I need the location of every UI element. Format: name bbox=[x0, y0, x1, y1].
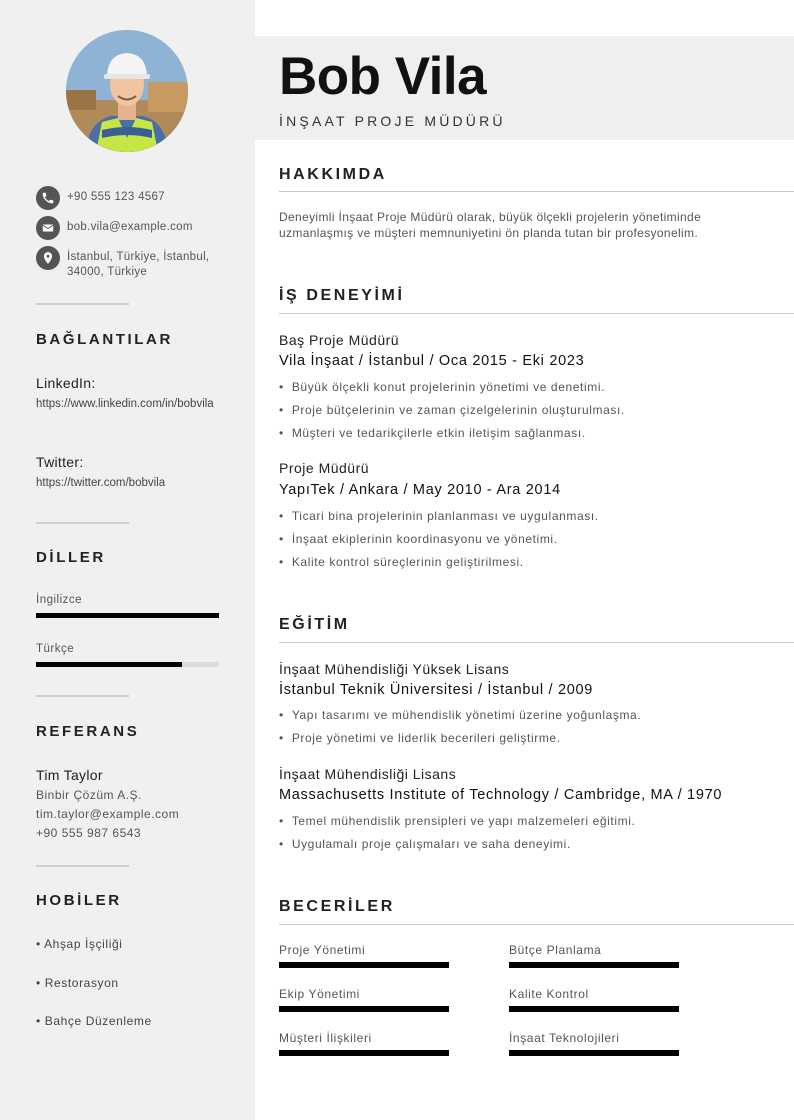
skill-level-bar bbox=[279, 1006, 449, 1012]
section-rule bbox=[279, 642, 794, 643]
reference-heading: REFERANS bbox=[36, 723, 140, 740]
reference-name: Tim Taylor bbox=[36, 767, 103, 783]
school-meta: İstanbul Teknik Üniversitesi / İstanbul / 2009 bbox=[279, 682, 594, 698]
hobby-item: • Restorasyon bbox=[36, 976, 119, 990]
profile-photo bbox=[66, 30, 188, 152]
hobby-item: • Bahçe Düzenleme bbox=[36, 1014, 152, 1028]
job-bullet: • Kalite kontrol süreçlerinin geliştirilmesi. bbox=[279, 555, 524, 569]
contact-address bbox=[36, 246, 236, 280]
email-text: bob.vila@example.com bbox=[67, 221, 193, 233]
experience-heading: İŞ DENEYİMİ bbox=[279, 287, 405, 304]
job-position: Baş Proje Müdürü bbox=[279, 332, 400, 348]
skill-level-bar bbox=[279, 1050, 449, 1056]
job-position: Proje Müdürü bbox=[279, 460, 370, 476]
sidebar-divider bbox=[36, 865, 129, 867]
skill-name: Ekip Yönetimi bbox=[279, 987, 360, 1001]
hobbies-heading: HOBİLER bbox=[36, 892, 122, 909]
skill-level-bar bbox=[509, 1050, 679, 1056]
language-level-bar bbox=[36, 613, 219, 618]
section-rule bbox=[279, 924, 794, 925]
degree-title: İnşaat Mühendisliği Yüksek Lisans bbox=[279, 661, 510, 677]
language-level-bar bbox=[36, 662, 219, 667]
skill-name: İnşaat Teknolojileri bbox=[509, 1031, 620, 1045]
linkedin-label: LinkedIn: bbox=[36, 375, 96, 391]
envelope-icon bbox=[36, 216, 60, 240]
job-bullet: • Proje bütçelerinin ve zaman çizelgelerinin oluşturulması. bbox=[279, 403, 625, 417]
job-bullet: • Müşteri ve tedarikçilerle etkin iletişim sağlanması. bbox=[279, 426, 586, 440]
language-name: Türkçe bbox=[36, 643, 75, 655]
twitter-label: Twitter: bbox=[36, 454, 84, 470]
section-rule bbox=[279, 191, 794, 192]
skill-level-fill bbox=[279, 1006, 449, 1012]
resume-header bbox=[255, 36, 794, 140]
skill-name: Kalite Kontrol bbox=[509, 987, 589, 1001]
school-meta: Massachusetts Institute of Technology / Cambridge, MA / 1970 bbox=[279, 787, 723, 803]
education-bullet: • Proje yönetimi ve liderlik becerileri geliştirme. bbox=[279, 731, 561, 745]
skill-level-bar bbox=[279, 962, 449, 968]
job-meta: YapıTek / Ankara / May 2010 - Ara 2014 bbox=[279, 482, 561, 498]
skill-name: Proje Yönetimi bbox=[279, 943, 366, 957]
location-pin-icon bbox=[36, 246, 60, 270]
job-bullet: • İnşaat ekiplerinin koordinasyonu ve yönetimi. bbox=[279, 532, 558, 546]
skill-level-fill bbox=[279, 1050, 449, 1056]
education-bullet: • Temel mühendislik prensipleri ve yapı malzemeleri eğitimi. bbox=[279, 814, 635, 828]
job-bullet: • Büyük ölçekli konut projelerinin yönetimi ve denetimi. bbox=[279, 380, 605, 394]
skill-level-fill bbox=[509, 962, 679, 968]
reference-email: tim.taylor@example.com bbox=[36, 807, 180, 821]
skill-level-bar bbox=[509, 1006, 679, 1012]
job-bullet: • Ticari bina projelerinin planlanması ve uygulanması. bbox=[279, 509, 599, 523]
hobby-item: • Ahşap İşçiliği bbox=[36, 937, 123, 951]
skill-name: Bütçe Planlama bbox=[509, 943, 602, 957]
sidebar-divider bbox=[36, 303, 129, 305]
languages-heading: DİLLER bbox=[36, 549, 106, 566]
education-heading: EĞİTİM bbox=[279, 616, 350, 633]
about-text: Deneyimli İnşaat Proje Müdürü olarak, büyük ölçekli projelerin yönetiminde uzmanlaşmış ve müşteri memnuniyetini ön planda tutan bir profesyonelim. bbox=[279, 210, 702, 240]
reference-company: Binbir Çözüm A.Ş. bbox=[36, 788, 142, 802]
skills-heading: BECERİLER bbox=[279, 898, 395, 915]
sidebar bbox=[0, 0, 255, 1120]
section-rule bbox=[279, 313, 794, 314]
language-name: İngilizce bbox=[36, 594, 83, 606]
skill-level-fill bbox=[279, 962, 449, 968]
person-name: Bob Vila bbox=[279, 47, 487, 106]
job-meta: Vila İnşaat / İstanbul / Oca 2015 - Eki 2023 bbox=[279, 353, 585, 369]
contact-email bbox=[36, 216, 236, 240]
twitter-link[interactable]: https://twitter.com/bobvila bbox=[36, 477, 166, 489]
education-bullet: • Uygulamalı proje çalışmaları ve saha deneyimi. bbox=[279, 837, 571, 851]
about-heading: HAKKIMDA bbox=[279, 166, 387, 183]
job-title-headline: İNŞAAT PROJE MÜDÜRÜ bbox=[279, 113, 506, 129]
skill-name: Müşteri İlişkileri bbox=[279, 1031, 372, 1045]
language-level-fill bbox=[36, 662, 182, 667]
sidebar-divider bbox=[36, 522, 129, 524]
skill-level-fill bbox=[509, 1006, 679, 1012]
linkedin-link[interactable]: https://www.linkedin.com/in/bobvila bbox=[36, 398, 214, 410]
reference-phone: +90 555 987 6543 bbox=[36, 826, 142, 840]
avatar bbox=[66, 30, 188, 152]
phone-text: +90 555 123 4567 bbox=[67, 191, 165, 203]
links-heading: BAĞLANTILAR bbox=[36, 331, 173, 348]
phone-icon bbox=[36, 186, 60, 210]
language-level-fill bbox=[36, 613, 219, 618]
address-text: İstanbul, Türkiye, İstanbul, 34000, Türkiye bbox=[67, 251, 210, 278]
sidebar-divider bbox=[36, 695, 129, 697]
education-bullet: • Yapı tasarımı ve mühendislik yönetimi üzerine yoğunlaşma. bbox=[279, 708, 641, 722]
skill-level-fill bbox=[509, 1050, 679, 1056]
degree-title: İnşaat Mühendisliği Lisans bbox=[279, 766, 457, 782]
skill-level-bar bbox=[509, 962, 679, 968]
contact-phone bbox=[36, 186, 236, 210]
